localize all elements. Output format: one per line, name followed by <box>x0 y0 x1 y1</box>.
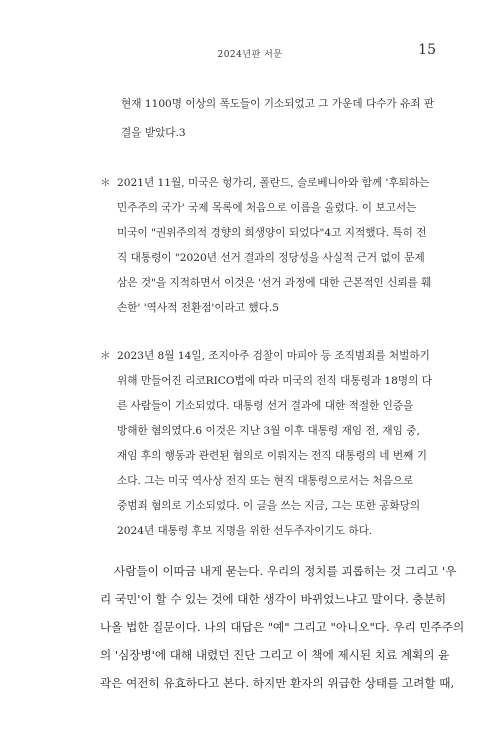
bullet-marker: ＊ <box>100 350 111 362</box>
bullet-line: 중범죄 혐의로 기소되었다. 이 글을 쓰는 지금, 그는 또한 공화당의 <box>117 500 421 512</box>
bullet-line: 2024년 대통령 후보 지명을 위한 선두주자이기도 하다. <box>117 525 373 537</box>
bullet-line: 재임 후의 행동과 관련된 혐의로 이뤄지는 전직 대통령의 네 번째 기 <box>117 450 427 462</box>
bullet-line: 삼은 것"을 지적하면서 이것은 '선거 과정에 대한 근본적인 신뢰를 훼 <box>117 277 432 289</box>
bullet-line: 손한' '역사적 전환점'이라고 했다.5 <box>117 302 279 314</box>
main-line: 사람들이 이따금 내게 묻는다. 우리의 정치를 괴롭히는 것 그리고 '우 <box>114 564 457 578</box>
main-line: 나올 법한 질문이다. 나의 대답은 "예" 그리고 "아니오"다. 우리 민주주의 <box>100 620 465 634</box>
bullet-line: 방해한 혐의였다.6 이것은 지난 3월 이후 대통령 재임 전, 재임 중, <box>117 425 420 437</box>
bullet-line: 른 사람들이 기소되었다. 대통령 선거 결과에 대한 적절한 인증을 <box>117 400 414 412</box>
bullet-line: 위해 만들어진 리코RICO법에 따라 미국의 전직 대통령과 18명의 다 <box>117 375 432 387</box>
intro-line: 현재 1100명 이상의 폭도들이 기소되었고 그 가운데 다수가 유죄 판 <box>121 98 435 110</box>
bullet-line: 2023년 8월 14일, 조지아주 검찰이 마피아 등 조직범죄를 처벌하기 <box>117 350 430 362</box>
running-header-title: 2024년판 서문 <box>217 50 283 60</box>
main-line: 의 '심장병'에 대해 내렸던 진단 그리고 이 책에 제시된 치료 계획의 윤 <box>100 648 450 662</box>
bullet-line: 소다. 그는 미국 역사상 전직 또는 현직 대통령으로서는 처음으로 <box>117 475 414 487</box>
main-line: 곽은 여전히 유효하다고 본다. 하지만 환자의 위급한 상태를 고려할 때, <box>100 676 455 690</box>
intro-line: 결을 받았다.3 <box>121 127 186 139</box>
bullet-line: 민주주의 국가' 국제 목록에 처음으로 이름을 올렸다. 이 보고서는 <box>117 202 417 214</box>
main-line: 리 국민'이 할 수 있는 것에 대한 생각이 바뀌었느냐고 말이다. 충분히 <box>100 592 447 606</box>
bullet-line: 미국이 "권위주의적 경향의 희생양이 되었다"4고 지적했다. 특히 전 <box>117 227 427 239</box>
bullet-line: 2021년 11월, 미국은 헝가리, 폴란드, 슬로베니아와 함께 '후퇴하는 <box>117 177 430 189</box>
bullet-line: 직 대통령이 "2020년 선거 결과의 정당성을 사실적 근거 없이 문제 <box>117 252 425 264</box>
page-number: 15 <box>418 42 436 58</box>
bullet-marker: ＊ <box>100 177 111 189</box>
